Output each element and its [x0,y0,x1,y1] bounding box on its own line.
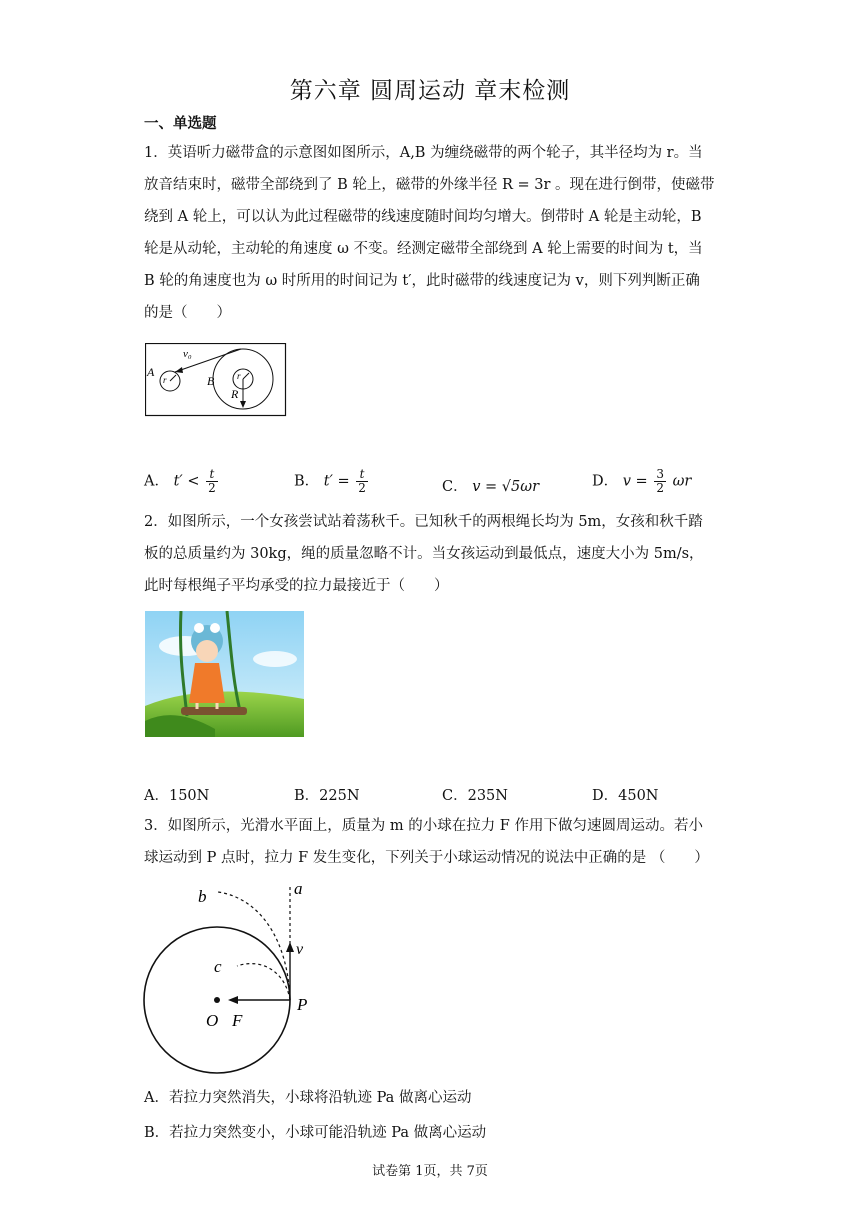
q1-option-d-num: 3 [656,467,664,481]
q1-option-a-num: t [206,468,218,482]
hat-eye [210,623,220,633]
label-A: A [147,365,155,379]
label-R: R [231,387,239,401]
q1-option-d-letter: D． [592,473,619,490]
circular-motion-figure [140,880,330,1080]
q2-line-3: 此时每根绳子平均承受的拉力最接近于（ ） [144,578,449,594]
label-P: P [297,995,308,1014]
q1-option-d-expr: v = [622,473,648,490]
q1-option-c-letter: C． [442,479,468,495]
q1-line-4: 轮是从动轮，主动轮的角速度 ω 不变。经测定磁带全部绕到 A 轮上需要的时间为 t，当 [144,241,703,257]
q2-line-2: 板的总质量约为 30kg，绳的质量忽略不计。当女孩运动到最低点，速度大小为 5m/s， [144,546,704,562]
label-F: F [232,1011,243,1030]
q1-options [144,468,720,496]
q1-line-5: B 轮的角速度也为 ω 时所用的时间记为 t′，此时磁带的线速度记为 v，则下列判断正确 [144,273,700,289]
q3-option-b[interactable]: B．若拉力突然变小，小球可能沿轨迹 Pa 做离心运动 [144,1125,487,1141]
q1-option-a-expr: t′ < [173,473,200,490]
page-footer: 试卷第 1页，共 7页 [372,1164,488,1179]
q1-option-a[interactable] [144,468,220,495]
label-c: c [214,957,222,976]
q1-option-b-den: 2 [358,481,366,495]
q1-line-2: 放音结束时，磁带全部绕到了 B 轮上，磁带的外缘半径 R = 3r 。现在进行倒带，使磁带 [144,177,715,193]
label-r-b: r [237,371,241,381]
q3-option-a[interactable]: A．若拉力突然消失，小球将沿轨迹 Pa 做离心运动 [144,1090,472,1106]
page-title: 第六章 圆周运动 章末检测 [289,78,571,104]
q3-line-1: 3．如图所示，光滑水平面上，质量为 m 的小球在拉力 F 作用下做匀速圆周运动。若小 [144,818,703,834]
radius-R-arrow-icon [240,401,246,408]
force-arrow-icon [228,996,238,1004]
q1-option-d[interactable] [592,468,691,495]
question-2-text [144,506,720,602]
q1-option-a-letter: A． [144,473,169,490]
cloud [253,651,297,667]
q2-option-c[interactable]: C．235N [442,788,508,804]
q3-line-2: 球运动到 P 点时，拉力 F 发生变化，下列关于小球运动情况的说法中正确的是 （ ） [144,850,709,866]
center-point-O [214,997,220,1003]
q1-option-c[interactable] [442,475,539,496]
q2-option-b[interactable]: B．225N [294,788,360,804]
label-v0: v₀ [183,348,192,360]
swing-girl-illustration [145,611,304,737]
hat-eye [194,623,204,633]
label-b: b [198,887,207,906]
q2-line-1: 2．如图所示，一个女孩尝试站着荡秋千。已知秋千的两根绳长均为 5m，女孩和秋千踏 [144,514,703,530]
label-v: v [296,941,304,958]
label-r-a: r [163,375,167,385]
label-O: O [206,1011,219,1030]
tape-arrow-icon [175,367,183,373]
radius-b-line [243,373,249,379]
q1-option-a-den: 2 [208,481,216,495]
question-3-text [144,810,720,874]
trajectory-c [237,964,290,1000]
swing-seat [181,707,247,715]
q1-option-b[interactable] [294,468,370,495]
label-a: a [294,880,303,898]
section-heading: 一、单选题 [144,116,217,132]
label-B: B [207,374,215,388]
q1-option-c-expr: v = √5ωr [472,479,539,495]
tape-cassette-figure [145,343,287,417]
girl-dress [189,663,225,703]
radius-a-line [170,375,176,381]
trajectory-b [218,892,290,1000]
q1-line-1: 1．英语听力磁带盒的示意图如图所示，A,B 为缠绕磁带的两个轮子，其半径均为 r。当 [144,145,703,161]
q1-option-d-omega: ωr [672,473,692,490]
q1-option-b-letter: B． [294,473,320,490]
q1-line-6: 的是（ ） [144,305,231,321]
q1-option-b-expr: t′ = [323,473,350,490]
girl-face [196,640,218,662]
q1-option-d-fraction [654,468,666,495]
q1-option-a-fraction [206,468,218,495]
q2-option-a[interactable]: A．150N [144,788,210,804]
q2-option-d[interactable]: D．450N [592,788,659,804]
q1-option-b-num: t [356,468,368,482]
question-1-text [144,137,720,329]
q1-option-d-den: 2 [656,481,664,495]
q1-option-b-fraction [356,468,368,495]
q1-line-3: 绕到 A 轮上，可以认为此过程磁带的线速度随时间均匀增大。倒带时 A 轮是主动轮，B [144,209,702,225]
q2-options [144,784,720,812]
